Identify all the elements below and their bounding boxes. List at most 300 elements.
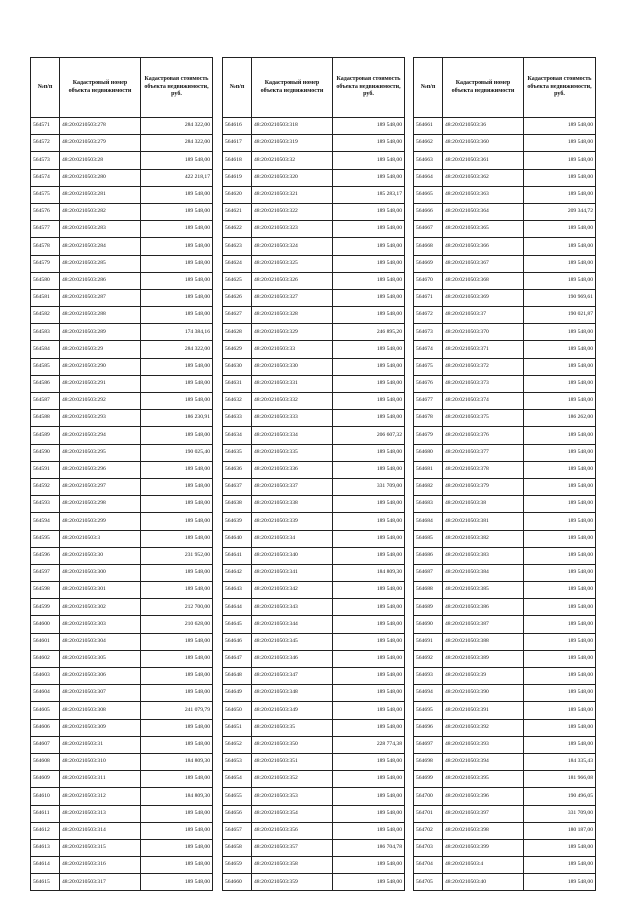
cadastral-number: 48:20:0210503:338 — [252, 496, 333, 513]
cadastral-value: 206 607,32 — [333, 427, 405, 444]
table-row — [31, 203, 213, 220]
table-row — [223, 582, 405, 599]
cadastral-value: 189 548,00 — [141, 272, 213, 289]
cadastral-number: 48:20:0210503:374 — [443, 393, 524, 410]
cadastral-value: 331 709,00 — [524, 805, 596, 822]
table-row — [223, 771, 405, 788]
cadastral-number: 48:20:0210503:307 — [60, 685, 141, 702]
cadastral-value: 189 548,00 — [141, 307, 213, 324]
table-row — [223, 410, 405, 427]
cadastral-number: 48:20:0210503:285 — [60, 255, 141, 272]
cadastral-number: 48:20:0210503:351 — [252, 753, 333, 770]
cadastral-value: 212 700,00 — [141, 599, 213, 616]
row-number: 564633 — [223, 410, 252, 427]
table-row — [414, 169, 596, 186]
row-number: 564673 — [414, 324, 443, 341]
table-row — [414, 358, 596, 375]
table-row — [414, 341, 596, 358]
cadastral-number: 48:20:0210503:310 — [60, 753, 141, 770]
cadastral-value: 189 548,00 — [333, 650, 405, 667]
cadastral-number: 48:20:0210503:284 — [60, 238, 141, 255]
row-number: 564631 — [223, 375, 252, 392]
row-number: 564687 — [414, 564, 443, 581]
cadastral-value: 189 548,00 — [141, 582, 213, 599]
row-number: 564645 — [223, 616, 252, 633]
header-cadastral-value: Кадастровая стоимость объекта недвижимости, руб. — [333, 58, 405, 118]
cadastral-value: 186 230,91 — [141, 410, 213, 427]
row-number: 564677 — [414, 393, 443, 410]
row-number: 564627 — [223, 307, 252, 324]
table-row — [414, 685, 596, 702]
cadastral-number: 48:20:0210503:294 — [60, 427, 141, 444]
table-row — [31, 719, 213, 736]
row-number: 564629 — [223, 341, 252, 358]
cadastral-number: 48:20:0210503:385 — [443, 582, 524, 599]
table-row — [414, 736, 596, 753]
row-number: 564661 — [414, 118, 443, 135]
row-number: 564689 — [414, 599, 443, 616]
cadastral-value: 185 283,17 — [333, 186, 405, 203]
cadastral-number: 48:20:0210503:376 — [443, 427, 524, 444]
row-number: 564667 — [414, 221, 443, 238]
cadastral-number: 48:20:0210503:336 — [252, 461, 333, 478]
cadastral-number: 48:20:0210503:282 — [60, 203, 141, 220]
cadastral-value: 190 969,61 — [524, 289, 596, 306]
row-number: 564586 — [31, 375, 60, 392]
row-number: 564575 — [31, 186, 60, 203]
row-number: 564694 — [414, 685, 443, 702]
table-row — [31, 685, 213, 702]
cadastral-value: 189 548,00 — [333, 135, 405, 152]
cadastral-value: 189 548,00 — [524, 238, 596, 255]
table-row — [414, 874, 596, 891]
table-row — [414, 788, 596, 805]
row-number: 564638 — [223, 496, 252, 513]
header-cadastral-value: Кадастровая стоимость объекта недвижимости, руб. — [524, 58, 596, 118]
table-row — [223, 685, 405, 702]
table-row — [223, 375, 405, 392]
row-number: 564595 — [31, 530, 60, 547]
row-number: 564688 — [414, 582, 443, 599]
cadastral-number: 48:20:0210503:361 — [443, 152, 524, 169]
row-number: 564582 — [31, 307, 60, 324]
table-row — [414, 702, 596, 719]
row-number: 564597 — [31, 564, 60, 581]
cadastral-value: 189 548,00 — [141, 839, 213, 856]
cadastral-value: 189 548,00 — [524, 393, 596, 410]
row-number: 564611 — [31, 805, 60, 822]
table-row — [223, 307, 405, 324]
table-row — [223, 736, 405, 753]
cadastral-number: 48:20:0210503:354 — [252, 805, 333, 822]
table-row — [414, 410, 596, 427]
row-number: 564703 — [414, 839, 443, 856]
table-row — [223, 255, 405, 272]
cadastral-value: 189 548,00 — [141, 685, 213, 702]
cadastral-value: 189 548,00 — [333, 753, 405, 770]
table-row — [31, 633, 213, 650]
header-num: №п/п — [223, 58, 252, 118]
cadastral-number: 48:20:0210503:315 — [60, 839, 141, 856]
table-row — [414, 324, 596, 341]
cadastral-number: 48:20:0210503:359 — [252, 874, 333, 891]
cadastral-value: 189 548,00 — [141, 427, 213, 444]
row-number: 564574 — [31, 169, 60, 186]
table-row — [414, 753, 596, 770]
cadastral-value: 284 322,00 — [141, 341, 213, 358]
cadastral-value: 189 548,00 — [141, 255, 213, 272]
table-row — [31, 152, 213, 169]
cadastral-number: 48:20:0210503:329 — [252, 324, 333, 341]
cadastral-value: 189 548,00 — [333, 375, 405, 392]
cadastral-number: 48:20:0210503:304 — [60, 633, 141, 650]
cadastral-number: 48:20:0210503:339 — [252, 513, 333, 530]
table-row — [223, 324, 405, 341]
cadastral-number: 48:20:0210503:4 — [443, 857, 524, 874]
cadastral-value: 189 548,00 — [524, 685, 596, 702]
table-row — [414, 221, 596, 238]
table-row — [31, 341, 213, 358]
table-row — [223, 547, 405, 564]
cadastral-value: 331 709,00 — [333, 478, 405, 495]
cadastral-value: 228 774,38 — [333, 736, 405, 753]
cadastral-number: 48:20:0210503:292 — [60, 393, 141, 410]
row-number: 564610 — [31, 788, 60, 805]
row-number: 564642 — [223, 564, 252, 581]
row-number: 564590 — [31, 444, 60, 461]
row-number: 564613 — [31, 839, 60, 856]
row-number: 564648 — [223, 668, 252, 685]
cadastral-number: 48:20:0210503:364 — [443, 203, 524, 220]
table-row — [414, 513, 596, 530]
cadastral-number: 48:20:0210503:334 — [252, 427, 333, 444]
cadastral-number: 48:20:0210503:287 — [60, 289, 141, 306]
row-number: 564643 — [223, 582, 252, 599]
cadastral-number: 48:20:0210503:396 — [443, 788, 524, 805]
cadastral-value: 190 496,05 — [524, 788, 596, 805]
row-number: 564693 — [414, 668, 443, 685]
table-row — [414, 857, 596, 874]
table-header-row — [414, 58, 596, 118]
table-row — [223, 289, 405, 306]
row-number: 564609 — [31, 771, 60, 788]
cadastral-number: 48:20:0210503:330 — [252, 358, 333, 375]
cadastral-value: 189 548,00 — [141, 221, 213, 238]
cadastral-number: 48:20:0210503:286 — [60, 272, 141, 289]
table-row — [31, 616, 213, 633]
row-number: 564588 — [31, 410, 60, 427]
cadastral-value: 189 548,00 — [524, 427, 596, 444]
row-number: 564581 — [31, 289, 60, 306]
cadastral-value: 189 548,00 — [524, 857, 596, 874]
cadastral-number: 48:20:0210503:348 — [252, 685, 333, 702]
cadastral-value: 189 548,00 — [333, 513, 405, 530]
table-row — [414, 478, 596, 495]
table-row — [223, 238, 405, 255]
cadastral-value: 189 548,00 — [524, 513, 596, 530]
row-number: 564622 — [223, 221, 252, 238]
row-number: 564666 — [414, 203, 443, 220]
table-row — [31, 307, 213, 324]
cadastral-value: 189 548,00 — [141, 496, 213, 513]
row-number: 564680 — [414, 444, 443, 461]
cadastral-number: 48:20:0210503:293 — [60, 410, 141, 427]
cadastral-number: 48:20:0210503:357 — [252, 839, 333, 856]
table-row — [414, 238, 596, 255]
cadastral-number: 48:20:0210503:308 — [60, 702, 141, 719]
cadastral-value: 189 548,00 — [524, 564, 596, 581]
row-number: 564675 — [414, 358, 443, 375]
cadastral-value: 189 548,00 — [524, 582, 596, 599]
cadastral-number: 48:20:0210503:386 — [443, 599, 524, 616]
row-number: 564618 — [223, 152, 252, 169]
cadastral-number: 48:20:0210503:333 — [252, 410, 333, 427]
cadastral-number: 48:20:0210503:375 — [443, 410, 524, 427]
cadastral-value: 189 548,00 — [333, 788, 405, 805]
cadastral-number: 48:20:0210503:38 — [443, 496, 524, 513]
table-row — [31, 375, 213, 392]
cadastral-number: 48:20:0210503:346 — [252, 650, 333, 667]
cadastral-number: 48:20:0210503:353 — [252, 788, 333, 805]
header-cadastral-value: Кадастровая стоимость объекта недвижимости, руб. — [141, 58, 213, 118]
cadastral-number: 48:20:0210503:29 — [60, 341, 141, 358]
row-number: 564696 — [414, 719, 443, 736]
table-row — [414, 255, 596, 272]
cadastral-value: 189 548,00 — [333, 272, 405, 289]
row-number: 564690 — [414, 616, 443, 633]
cadastral-value: 189 548,00 — [524, 616, 596, 633]
row-number: 564635 — [223, 444, 252, 461]
table-row — [31, 289, 213, 306]
header-num: №п/п — [414, 58, 443, 118]
cadastral-number: 48:20:0210503:290 — [60, 358, 141, 375]
row-number: 564576 — [31, 203, 60, 220]
cadastral-value: 189 548,00 — [333, 582, 405, 599]
row-number: 564599 — [31, 599, 60, 616]
cadastral-value: 186 704,78 — [333, 839, 405, 856]
cadastral-number: 48:20:0210503:325 — [252, 255, 333, 272]
cadastral-value: 189 548,00 — [333, 719, 405, 736]
cadastral-value: 189 548,00 — [333, 152, 405, 169]
table-row — [31, 668, 213, 685]
table-row — [223, 393, 405, 410]
cadastral-value: 246 895,20 — [333, 324, 405, 341]
table-row — [414, 633, 596, 650]
table-row — [223, 427, 405, 444]
table-row — [414, 650, 596, 667]
row-number: 564628 — [223, 324, 252, 341]
cadastral-value: 189 548,00 — [141, 238, 213, 255]
cadastral-number: 48:20:0210503:394 — [443, 753, 524, 770]
cadastral-value: 189 548,00 — [524, 719, 596, 736]
cadastral-number: 48:20:0210503:369 — [443, 289, 524, 306]
table-row — [31, 169, 213, 186]
cadastral-number: 48:20:0210503:398 — [443, 822, 524, 839]
cadastral-number: 48:20:0210503:311 — [60, 771, 141, 788]
row-number: 564653 — [223, 753, 252, 770]
cadastral-number: 48:20:0210503:37 — [443, 307, 524, 324]
cadastral-value: 189 548,00 — [333, 496, 405, 513]
table-row — [31, 186, 213, 203]
row-number: 564571 — [31, 118, 60, 135]
row-number: 564616 — [223, 118, 252, 135]
table-row — [31, 771, 213, 788]
table-row — [223, 702, 405, 719]
cadastral-value: 189 548,00 — [333, 547, 405, 564]
row-number: 564691 — [414, 633, 443, 650]
row-number: 564659 — [223, 857, 252, 874]
cadastral-number: 48:20:0210503:377 — [443, 444, 524, 461]
cadastral-value: 189 548,00 — [333, 616, 405, 633]
row-number: 564578 — [31, 238, 60, 255]
table-row — [223, 358, 405, 375]
cadastral-value: 189 548,00 — [524, 874, 596, 891]
table-row — [31, 839, 213, 856]
table-row — [414, 272, 596, 289]
cadastral-value: 189 548,00 — [333, 874, 405, 891]
header-num: №п/п — [31, 58, 60, 118]
cadastral-value: 189 548,00 — [333, 410, 405, 427]
cadastral-value: 189 548,00 — [333, 702, 405, 719]
table-row — [223, 857, 405, 874]
cadastral-number: 48:20:0210503:306 — [60, 668, 141, 685]
table-row — [31, 410, 213, 427]
cadastral-number: 48:20:0210503:279 — [60, 135, 141, 152]
table-row — [223, 118, 405, 135]
row-number: 564701 — [414, 805, 443, 822]
row-number: 564605 — [31, 702, 60, 719]
cadastral-number: 48:20:0210503:328 — [252, 307, 333, 324]
cadastral-number: 48:20:0210503:342 — [252, 582, 333, 599]
table-row — [223, 513, 405, 530]
row-number: 564676 — [414, 375, 443, 392]
cadastral-number: 48:20:0210503:303 — [60, 616, 141, 633]
row-number: 564580 — [31, 272, 60, 289]
table-row — [31, 478, 213, 495]
cadastral-number: 48:20:0210503:384 — [443, 564, 524, 581]
cadastral-value: 189 548,00 — [524, 272, 596, 289]
row-number: 564619 — [223, 169, 252, 186]
row-number: 564607 — [31, 736, 60, 753]
cadastral-value: 189 548,00 — [141, 771, 213, 788]
cadastral-value: 189 548,00 — [141, 478, 213, 495]
cadastral-value: 189 548,00 — [524, 496, 596, 513]
cadastral-value: 189 548,00 — [524, 599, 596, 616]
cadastral-value: 189 548,00 — [524, 135, 596, 152]
table-row — [223, 461, 405, 478]
table-row — [31, 702, 213, 719]
cadastral-value: 189 548,00 — [141, 203, 213, 220]
table-row — [31, 857, 213, 874]
cadastral-value: 210 628,00 — [141, 616, 213, 633]
table-row — [31, 393, 213, 410]
table-row — [31, 238, 213, 255]
cadastral-number: 48:20:0210503:341 — [252, 564, 333, 581]
row-number: 564589 — [31, 427, 60, 444]
row-number: 564705 — [414, 874, 443, 891]
row-number: 564593 — [31, 496, 60, 513]
cadastral-number: 48:20:0210503:381 — [443, 513, 524, 530]
table-row — [414, 461, 596, 478]
table-row — [31, 324, 213, 341]
cadastral-number: 48:20:0210503:319 — [252, 135, 333, 152]
cadastral-number: 48:20:0210503:299 — [60, 513, 141, 530]
cadastral-value: 189 548,00 — [333, 805, 405, 822]
cadastral-number: 48:20:0210503:360 — [443, 135, 524, 152]
row-number: 564663 — [414, 152, 443, 169]
cadastral-value: 189 548,00 — [141, 874, 213, 891]
cadastral-number: 48:20:0210503:30 — [60, 547, 141, 564]
row-number: 564702 — [414, 822, 443, 839]
table-row — [414, 427, 596, 444]
cadastral-value: 189 548,00 — [141, 736, 213, 753]
row-number: 564584 — [31, 341, 60, 358]
cadastral-number: 48:20:0210503:372 — [443, 358, 524, 375]
cadastral-value: 186 262,00 — [524, 410, 596, 427]
cadastral-number: 48:20:0210503:40 — [443, 874, 524, 891]
table-row — [223, 496, 405, 513]
table-row — [223, 753, 405, 770]
row-number: 564697 — [414, 736, 443, 753]
cadastral-number: 48:20:0210503:318 — [252, 118, 333, 135]
cadastral-number: 48:20:0210503:366 — [443, 238, 524, 255]
cadastral-number: 48:20:0210503:39 — [443, 668, 524, 685]
table-row — [414, 375, 596, 392]
table-row — [414, 547, 596, 564]
cadastral-number: 48:20:0210503:326 — [252, 272, 333, 289]
row-number: 564685 — [414, 530, 443, 547]
table-row — [223, 169, 405, 186]
cadastral-number: 48:20:0210503:332 — [252, 393, 333, 410]
row-number: 564686 — [414, 547, 443, 564]
table-row — [223, 152, 405, 169]
cadastral-value: 189 548,00 — [524, 650, 596, 667]
cadastral-value: 184 809,30 — [333, 564, 405, 581]
row-number: 564656 — [223, 805, 252, 822]
row-number: 564699 — [414, 771, 443, 788]
table-row — [223, 203, 405, 220]
cadastral-number: 48:20:0210503:35 — [252, 719, 333, 736]
cadastral-number: 48:20:0210503:281 — [60, 186, 141, 203]
cadastral-value: 189 548,00 — [333, 289, 405, 306]
row-number: 564626 — [223, 289, 252, 306]
cadastral-value: 189 548,00 — [524, 152, 596, 169]
table-row — [414, 719, 596, 736]
row-number: 564678 — [414, 410, 443, 427]
table-row — [223, 221, 405, 238]
table-row — [414, 186, 596, 203]
header-cadastral-number: Кадастровый номер объекта недвижимости — [443, 58, 524, 118]
cadastral-value: 189 548,00 — [333, 169, 405, 186]
table-row — [31, 513, 213, 530]
row-number: 564651 — [223, 719, 252, 736]
cadastral-number: 48:20:0210503:367 — [443, 255, 524, 272]
cadastral-value: 189 548,00 — [333, 203, 405, 220]
table-header-row — [223, 58, 405, 118]
row-number: 564669 — [414, 255, 443, 272]
cadastral-number: 48:20:0210503:337 — [252, 478, 333, 495]
register-table-1 — [30, 57, 213, 891]
table-row — [31, 272, 213, 289]
cadastral-number: 48:20:0210503:320 — [252, 169, 333, 186]
row-number: 564681 — [414, 461, 443, 478]
cadastral-number: 48:20:0210503:331 — [252, 375, 333, 392]
table-row — [31, 547, 213, 564]
cadastral-number: 48:20:0210503:305 — [60, 650, 141, 667]
cadastral-number: 48:20:0210503:31 — [60, 736, 141, 753]
cadastral-value: 174 384,16 — [141, 324, 213, 341]
row-number: 564572 — [31, 135, 60, 152]
